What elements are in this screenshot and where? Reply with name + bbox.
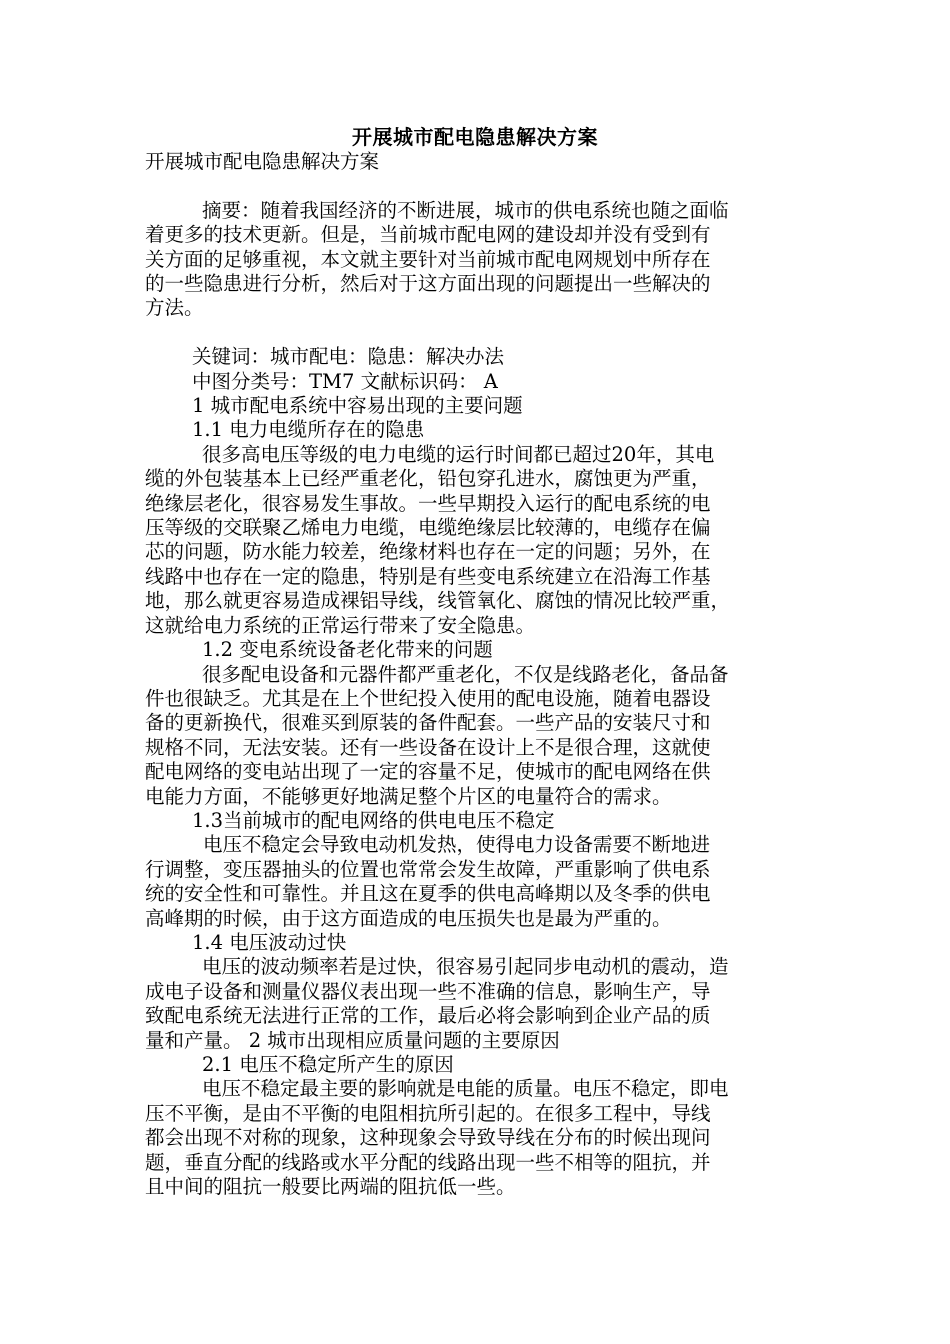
blank-line	[145, 321, 810, 345]
abstract-line: 关方面的足够重视，本文就主要针对当前城市配电网规划中所存在	[145, 247, 711, 271]
paragraph-line: 配电网络的变电站出现了一定的容量不足，使城市的配电网络在供	[145, 760, 711, 784]
paragraph-line: 都会出现不对称的现象，这种现象会导致导线在分布的时候出现问	[145, 1126, 711, 1150]
section-heading: 1 城市配电系统中容易出现的主要问题	[192, 394, 523, 418]
blank-line	[145, 174, 810, 198]
paragraph-line: 压不平衡，是由不平衡的电阻相抗所引起的。在很多工程中，导线	[145, 1101, 711, 1125]
paragraph-line: 电压的波动频率若是过快，很容易引起同步电动机的震动，造	[202, 955, 729, 979]
paragraph-line: 电压不稳定会导致电动机发热，使得电力设备需要不断地进	[203, 833, 711, 857]
paragraph-line: 这就给电力系统的正常运行带来了安全隐患。	[145, 613, 536, 637]
paragraph-line: 绝缘层老化，很容易发生事故。一些早期投入运行的配电系统的电	[145, 491, 711, 515]
document-title: 开展城市配电隐患解决方案	[352, 125, 598, 149]
paragraph-line: 电压不稳定最主要的影响就是电能的质量。电压不稳定，即电	[202, 1077, 729, 1101]
paragraph-line: 很多配电设备和元器件都严重老化，不仅是线路老化，备品备	[202, 662, 729, 686]
paragraph-line: 高峰期的时候，由于这方面造成的电压损失也是最为严重的。	[145, 906, 672, 930]
paragraph-line: 行调整，变压器抽头的位置也常常会发生故障，严重影响了供电系	[145, 857, 711, 881]
paragraph-line: 统的安全性和可靠性。并且这在夏季的供电高峰期以及冬季的供电	[145, 882, 711, 906]
classification-line: 中图分类号：TM7 文献标识码： A	[192, 369, 498, 393]
paragraph-line: 缆的外包装基本上已经严重老化，铅包穿孔进水，腐蚀更为严重，	[145, 467, 711, 491]
paragraph-line: 且中间的阻抗一般要比两端的阻抗低一些。	[145, 1175, 516, 1199]
paragraph-line: 成电子设备和测量仪器仪表出现一些不准确的信息，影响生产，导	[145, 979, 711, 1003]
paragraph-line: 致配电系统无法进行正常的工作，最后必将会影响到企业产品的质	[145, 1004, 711, 1028]
paragraph-line: 备的更新换代，很难买到原装的备件配套。一些产品的安装尺寸和	[145, 711, 711, 735]
abstract-line: 方法。	[145, 296, 204, 320]
paragraph-line: 量和产量。 2 城市出现相应质量问题的主要原因	[145, 1028, 560, 1052]
subsection-heading: 2.1 电压不稳定所产生的原因	[202, 1053, 454, 1076]
subsection-heading: 1.4 电压波动过快	[192, 930, 347, 954]
abstract-line: 的一些隐患进行分析，然后对于这方面出现的问题提出一些解决的	[145, 272, 711, 296]
subtitle-line: 开展城市配电隐患解决方案	[145, 150, 380, 173]
subsection-heading: 1.3当前城市的配电网络的供电电压不稳定	[192, 808, 555, 832]
keywords-line: 关键词：城市配电：隐患：解决办法	[192, 345, 505, 369]
paragraph-line: 很多高电压等级的电力电缆的运行时间都已超过20年，其电	[202, 442, 715, 466]
paragraph-line: 电能力方面，不能够更好地满足整个片区的电量符合的需求。	[145, 784, 672, 808]
paragraph-line: 压等级的交联聚乙烯电力电缆，电缆绝缘层比较薄的，电缆存在偏	[145, 516, 711, 540]
paragraph-line: 线路中也存在一定的隐患，特别是有些变电系统建立在沿海工作基	[145, 564, 711, 588]
subsection-heading: 1.1 电力电缆所存在的隐患	[192, 418, 425, 442]
paragraph-line: 地，那么就更容易造成裸铝导线，线管氧化、腐蚀的情况比较严重，	[145, 589, 731, 613]
paragraph-line: 规格不同，无法安装。还有一些设备在设计上不是很合理，这就使	[145, 735, 711, 759]
paragraph-line: 芯的问题，防水能力较差，绝缘材料也存在一定的问题；另外，在	[145, 540, 711, 564]
paragraph-line: 题，垂直分配的线路或水平分配的线路出现一些不相等的阻抗，并	[145, 1150, 711, 1174]
subsection-heading: 1.2 变电系统设备老化带来的问题	[202, 638, 493, 662]
document-body	[145, 150, 810, 1199]
abstract-line: 着更多的技术更新。但是，当前城市配电网的建设却并没有受到有	[145, 223, 711, 247]
paragraph-line: 件也很缺乏。尤其是在上个世纪投入使用的配电设施，随着电器设	[145, 686, 711, 710]
abstract-line: 摘要：随着我国经济的不断进展，城市的供电系统也随之面临	[202, 198, 729, 222]
